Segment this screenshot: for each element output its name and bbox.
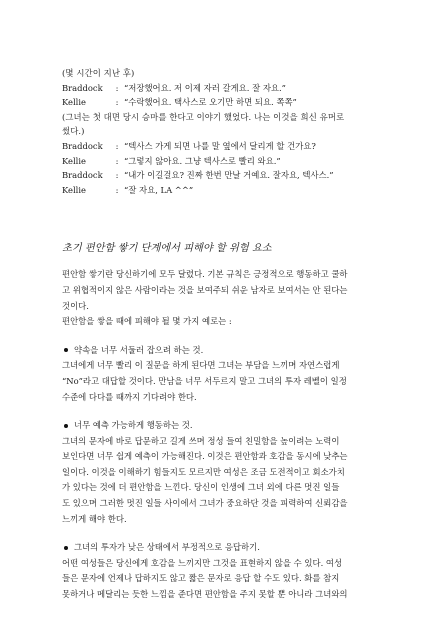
paragraph-line: 그녀의 문자에 바로 답문하고 길게 쓰며 정성 들여 친밀함을 높이려는 노력이 — [62, 435, 340, 446]
paragraph-line: 어떤 여성들은 당신에게 호감을 느끼지만 그것을 표현하지 않을 수 있다. 여성 — [62, 557, 343, 568]
dialogue-text: “내가 이길걸요? 진짜 한번 만날 거예요. 잘자요, 텍사스.” — [124, 170, 334, 181]
paragraph-line: 고 위협적이지 않은 사람이라는 것을 보여주되 쉬운 남자로 보여서는 안 된다는 — [62, 284, 348, 295]
paragraph-line: “No”라고 대답할 것이다. 만남을 너무 서두르지 말고 그녀의 투자 레벨이 일정 — [62, 375, 347, 386]
speaker-name: Braddock — [62, 82, 103, 93]
paragraph-line: 느끼게 해야 한다. — [62, 513, 127, 524]
dialogue-line: Braddock : “텍사스 가게 되면 나를 말 옆에서 달리게 할 건가요? — [62, 139, 382, 154]
speaker-name: Braddock — [62, 170, 103, 181]
paragraph-line: 못하거나 메달리는 듯한 느낌을 준다면 편안함을 주지 못할 뿐 아니라 그녀와의 — [62, 589, 348, 600]
note-line: 썼다.) — [62, 126, 85, 137]
dialogue-intro: (몇 시간이 지난 후) — [62, 68, 135, 78]
paragraph-line: 수준에 다다를 때까지 기다려야 한다. — [62, 391, 197, 402]
speaker-name: Braddock — [62, 140, 103, 151]
paragraph-line: 것이다. — [62, 300, 89, 311]
dialogue-text: “텍사스 가게 되면 나를 말 옆에서 달리게 할 건가요? — [124, 140, 316, 151]
dialogue-line: Braddock : “저장했어요. 저 이제 자러 갈게요. 잘 자요.” — [62, 81, 382, 96]
bullet-body — [62, 434, 382, 528]
paragraph-line: 편안함 쌓기란 당신하기에 모두 달렸다. 기본 규칙은 긍정적으로 행동하고 쿨하 — [62, 269, 348, 280]
paragraph-line: 일이다. 이것을 이해하기 힘들지도 모르지만 여성은 조금 도전적이고 회소가치 — [62, 466, 345, 477]
bullet-title: 너무 예측 가능하게 행동하는 것. — [62, 418, 382, 434]
paragraph-line: 그녀에게 너무 빨리 이 질문을 하게 된다면 그녀는 부담을 느끼며 자연스럽게 — [62, 360, 340, 371]
bullet-title: 약속을 너무 서둘러 잡으려 하는 것. — [62, 343, 382, 359]
dialogue-line: Kellie : “잘 자요, LA ^^” — [62, 183, 382, 198]
speaker-name: Kellie — [62, 155, 86, 166]
document-page — [62, 66, 382, 603]
dialogue-line: Kellie : “그렇지 않아요. 그냥 텍사스로 빨리 와요.” — [62, 154, 382, 169]
dialogue-text: “저장했어요. 저 이제 자러 갈게요. 잘 자요.” — [124, 82, 286, 93]
intro-lead: 편안함을 쌓을 때에 피해야 될 몇 가지 예로는 : — [62, 316, 232, 327]
bullet-title: 그녀의 투자가 낮은 상태에서 부정적으로 응답하기. — [62, 540, 382, 556]
speaker-name: Kellie — [62, 97, 86, 108]
paragraph-line: 가 있다는 것에 더 편안함을 느낀다. 당신이 인생에 그녀 외에 다른 멋진 일들 — [62, 482, 340, 493]
bullet-dot-icon — [64, 424, 68, 428]
intro-paragraph — [62, 267, 382, 329]
bullet-body — [62, 358, 382, 405]
dialogue-line: Kellie : “수락했어요. 택사스로 오기만 하면 되요. 쪽쪽” — [62, 95, 382, 110]
paragraph-line: 도 있으며 그러한 멋진 일들 사이에서 그녀가 중요하단 것을 피력하여 신뢰감을 — [62, 498, 348, 509]
bullet-body — [62, 556, 382, 603]
speaker-name: Kellie — [62, 184, 86, 195]
paragraph-line: 들은 문자에 언제나 답하지도 않고 짧은 문자로 응답 할 수도 있다. 화를 참지 — [62, 573, 340, 584]
dialogue-text: “잘 자요, LA ^^” — [124, 184, 194, 195]
bullet-dot-icon — [64, 348, 68, 352]
note-line: (그녀는 첫 대면 당시 승마를 한다고 이야기 했었다. 나는 이것을 희신 유머로 — [62, 111, 345, 122]
paragraph-line: 보인다면 너무 쉽게 예측이 가능해진다. 이것은 편안함과 호감을 동시에 낮추는 — [62, 451, 348, 462]
section-heading: 초기 편안함 쌓기 단계에서 피해야 할 위험 요소 — [62, 243, 272, 255]
dialogue-text: “수락했어요. 택사스로 오기만 하면 되요. 쪽쪽” — [124, 97, 297, 108]
bullet-dot-icon — [64, 546, 68, 550]
dialogue-line: Braddock : “내가 이길걸요? 진짜 한번 만날 거예요. 잘자요, 텍사스.” — [62, 168, 382, 183]
dialogue-text: “그렇지 않아요. 그냥 텍사스로 빨리 와요.” — [124, 155, 281, 166]
